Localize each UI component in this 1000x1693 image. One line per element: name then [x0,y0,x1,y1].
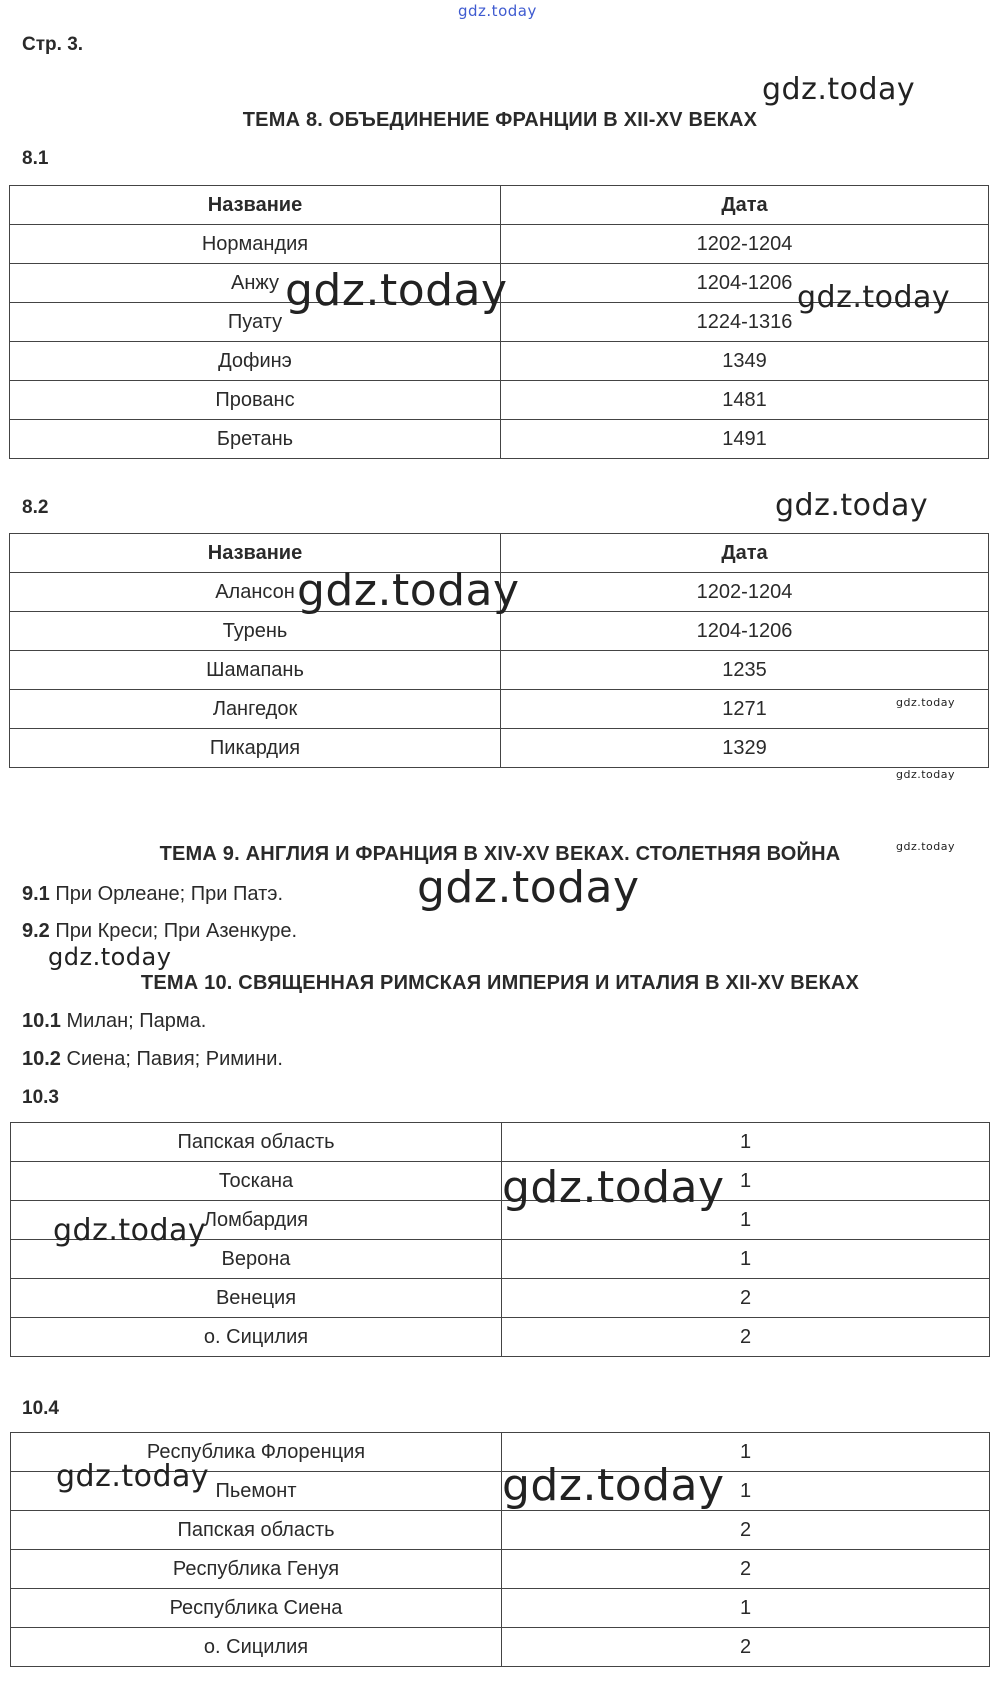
cell-value: 1 [502,1433,990,1472]
watermark: gdz.today [775,488,929,523]
page-label: Стр. 3. [22,34,84,55]
table-row [11,1279,990,1318]
cell-name: Верона [11,1240,502,1279]
cell-date: 1491 [501,420,989,459]
answer-9-2-label: 9.2 [22,920,50,942]
column-header-date: Дата [501,534,989,573]
cell-date: 1481 [501,381,989,420]
section-8-1-label: 8.1 [22,148,49,169]
cell-name: Турень [10,612,501,651]
table-row [11,1318,990,1357]
cell-name: Нормандия [10,225,501,264]
table-row [10,342,989,381]
cell-value: 1 [502,1589,990,1628]
section-10-3-label: 10.3 [22,1087,59,1108]
cell-value: 1 [502,1201,990,1240]
watermark: gdz.today [896,768,956,781]
cell-name: Пуату [10,303,501,342]
watermark: gdz.today [502,1162,725,1213]
cell-name: Республика Сиена [11,1589,502,1628]
table-row [11,1511,990,1550]
watermark: gdz.today [56,1459,210,1494]
cell-name: Папская область [11,1511,502,1550]
answer-9-1-text: При Орлеане; При Патэ. [55,883,284,905]
answer-10-1-label: 10.1 [22,1010,61,1032]
cell-value: 1 [502,1123,990,1162]
topic9-heading: ТЕМА 9. АНГЛИЯ И ФРАНЦИЯ В XIV-XV ВЕКАХ. СТОЛЕТНЯЯ ВОЙНА [159,843,841,865]
cell-date: 1224-1316 [501,303,989,342]
table-row [10,612,989,651]
cell-value: 2 [502,1318,990,1357]
cell-value: 2 [502,1279,990,1318]
cell-date: 1271 [501,690,989,729]
cell-value: 1 [502,1162,990,1201]
answer-9-2 [22,920,297,943]
answer-9-1 [22,883,283,906]
cell-date: 1204-1206 [501,612,989,651]
cell-name: Лангедок [10,690,501,729]
column-header-name: Название [10,186,501,225]
cell-name: о. Сицилия [11,1318,502,1357]
watermark: gdz.today [458,2,537,20]
answer-9-1-label: 9.1 [22,883,50,905]
cell-name: Республика Генуя [11,1550,502,1589]
cell-value: 1 [502,1240,990,1279]
cell-name: Прованс [10,381,501,420]
cell-name: Пьемонт [11,1472,502,1511]
table-row [11,1550,990,1589]
table-row [11,1123,990,1162]
cell-name: Бретань [10,420,501,459]
answer-10-1-text: Милан; Парма. [66,1010,207,1032]
watermark: gdz.today [285,265,508,316]
cell-name: Дофинэ [10,342,501,381]
cell-value: 2 [502,1511,990,1550]
column-header-date: Дата [501,186,989,225]
cell-date: 1349 [501,342,989,381]
watermark: gdz.today [896,840,956,853]
table-row [11,1589,990,1628]
cell-name: Папская область [11,1123,502,1162]
cell-name: Шамапань [10,651,501,690]
cell-name: о. Сицилия [11,1628,502,1667]
watermark: gdz.today [896,696,956,709]
answer-10-2-label: 10.2 [22,1048,61,1070]
cell-name: Алансон [10,573,501,612]
watermark: gdz.today [797,280,951,315]
column-header-name: Название [10,534,501,573]
topic10-heading: ТЕМА 10. СВЯЩЕННАЯ РИМСКАЯ ИМПЕРИЯ И ИТАЛИЯ В XII-XV ВЕКАХ [140,972,860,994]
watermark: gdz.today [417,862,640,913]
table-row [10,381,989,420]
table-row [10,690,989,729]
watermark: gdz.today [762,72,916,107]
table-row [11,1628,990,1667]
cell-value: 1 [502,1472,990,1511]
table-row [10,420,989,459]
table-8-1 [9,185,989,459]
answer-9-2-text: При Креси; При Азенкуре. [55,920,298,942]
cell-name: Тоскана [11,1162,502,1201]
table-row [11,1162,990,1201]
answer-10-1 [22,1010,206,1033]
cell-date: 1202-1204 [501,573,989,612]
table-row [10,225,989,264]
section-10-4-label: 10.4 [22,1398,59,1419]
answer-10-2 [22,1048,283,1071]
table-row [10,651,989,690]
watermark: gdz.today [53,1213,207,1248]
cell-name: Анжу [10,264,501,303]
cell-value: 2 [502,1550,990,1589]
watermark: gdz.today [502,1460,725,1511]
cell-name: Ломбардия [11,1201,502,1240]
cell-name: Венеция [11,1279,502,1318]
cell-date: 1329 [501,729,989,768]
cell-date: 1235 [501,651,989,690]
table-row [10,729,989,768]
section-8-2-label: 8.2 [22,497,49,518]
cell-date: 1202-1204 [501,225,989,264]
cell-date: 1204-1206 [501,264,989,303]
cell-name: Республика Флоренция [11,1433,502,1472]
watermark: gdz.today [48,943,172,971]
cell-value: 2 [502,1628,990,1667]
table-header-row [10,186,989,225]
topic8-heading: ТЕМА 8. ОБЪЕДИНЕНИЕ ФРАНЦИИ В XII-XV ВЕКАХ [242,109,758,131]
cell-name: Пикардия [10,729,501,768]
answer-10-2-text: Сиена; Павия; Римини. [66,1048,283,1070]
watermark: gdz.today [297,565,520,616]
